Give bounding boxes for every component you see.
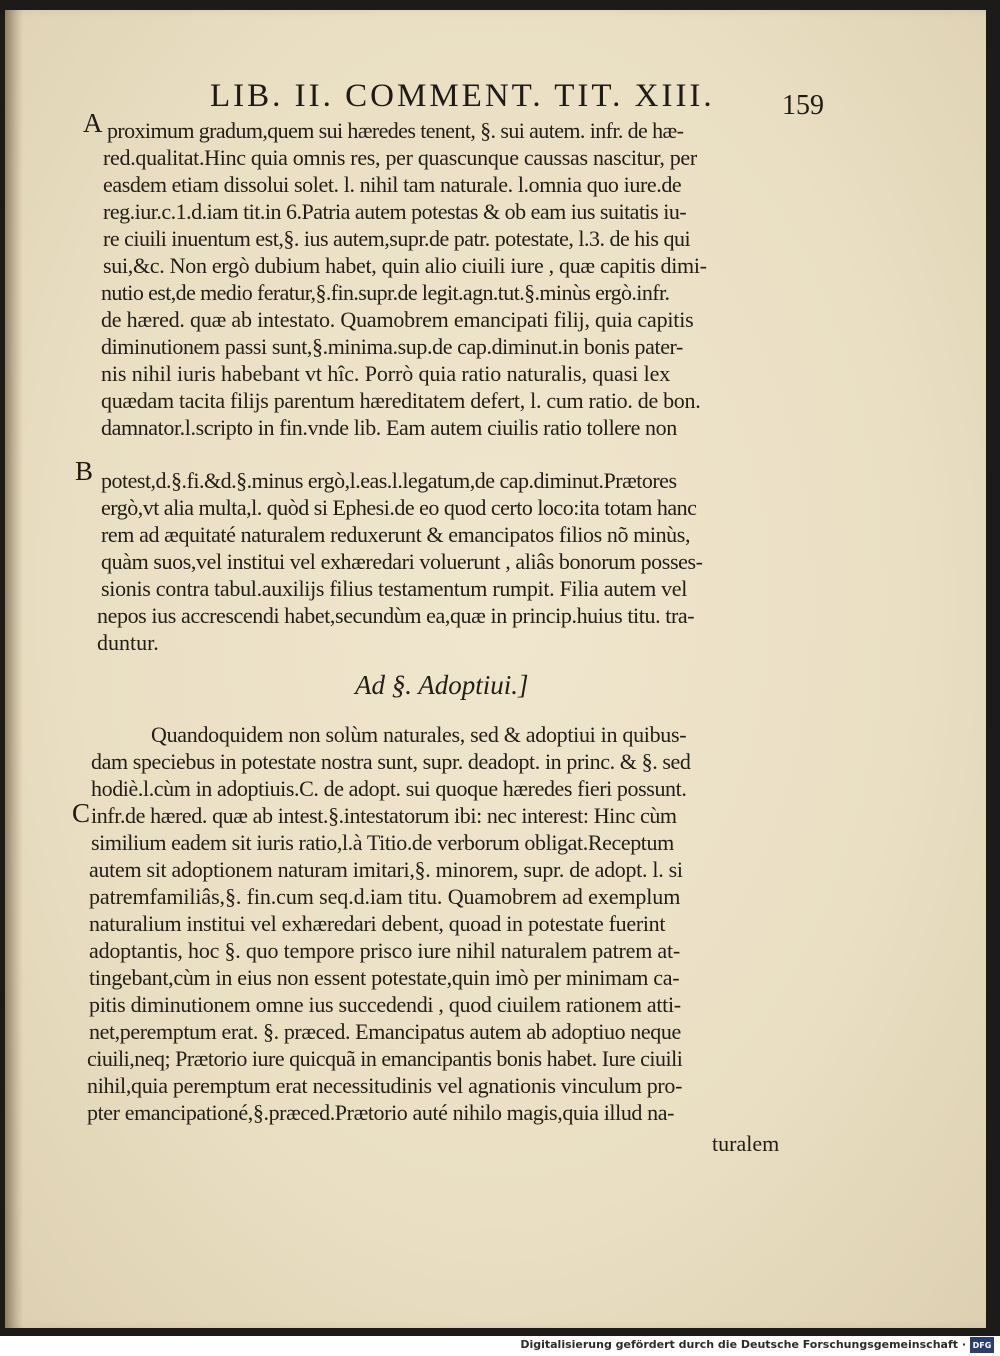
text-line: ergò,vt alia multa,l. quòd si Ephesi.de eo quod certo loco:ita totam hanc bbox=[101, 495, 697, 520]
text-line: de hæred. quæ ab intestato. Quamobrem emancipati filij, quia capitis bbox=[101, 307, 694, 332]
text-line: sionis contra tabul.auxilijs filius testamentum rumpit. Filia autem vel bbox=[101, 576, 688, 601]
footer-bar bbox=[0, 1336, 1000, 1356]
text-line: hodiè.l.cùm in adoptiuis.C. de adopt. sui quoque hæredes fieri possunt. bbox=[91, 776, 687, 801]
margin-letter-c: C bbox=[72, 798, 91, 828]
text-line: ciuili,neq; Prætorio iure quicquã in emancipantis bonis habet. Iure ciuili bbox=[87, 1046, 683, 1071]
text-line: net,peremptum erat. §. præced. Emancipatus autem ab adoptiuo neque bbox=[89, 1019, 681, 1044]
section-heading: Ad §. Adoptiui.] bbox=[355, 670, 529, 700]
text-line: duntur. bbox=[97, 630, 159, 655]
text-line: red.qualitat.Hinc quia omnis res, per quascunque caussas nascitur, per bbox=[103, 145, 697, 170]
text-line: dam speciebus in potestate nostra sunt, supr. deadopt. in princ. & §. sed bbox=[91, 749, 691, 774]
text-line: naturalium institui vel exhæredari debent, quoad in potestate fuerint bbox=[89, 911, 666, 936]
text-line: reg.iur.c.1.d.iam tit.in 6.Patria autem potestas & ob eam ius suitatis iu- bbox=[103, 199, 687, 224]
running-head: LIB. II. COMMENT. TIT. XIII. bbox=[210, 78, 715, 114]
text-line: nihil,quia peremptum erat necessitudinis vel agnationis vinculum pro- bbox=[87, 1073, 683, 1098]
text-line: re ciuili inuentum est,§. ius autem,supr.de patr. potestate, l.3. de his qui bbox=[103, 226, 691, 251]
text-line: patremfamiliâs,§. fin.cum seq.d.iam titu. Quamobrem ad exemplum bbox=[89, 884, 681, 909]
text-line: diminutionem passi sunt,§.minima.sup.de cap.diminut.in bonis pater- bbox=[101, 334, 683, 359]
catchword: turalem bbox=[712, 1131, 780, 1156]
folio-number: 159 bbox=[782, 90, 824, 121]
gutter-shadow bbox=[5, 10, 23, 1328]
text-line: easdem etiam dissolui solet. l. nihil tam naturale. l.omnia quo iure.de bbox=[103, 172, 682, 197]
text-line: autem sit adoptionem naturam imitari,§. minorem, supr. de adopt. l. si bbox=[89, 857, 683, 882]
text-line: nepos ius accrescendi habet,secundùm ea,quæ in princip.huius titu. tra- bbox=[97, 603, 695, 628]
funding-credit: Digitalisierung gefördert durch die Deutsche Forschungsgemeinschaft · bbox=[520, 1338, 966, 1351]
dfg-logo: DFG bbox=[970, 1337, 994, 1353]
text-line: damnator.l.scripto in fin.vnde lib. Eam autem ciuilis ratio tollere non bbox=[101, 415, 677, 440]
text-line: Quandoquidem non solùm naturales, sed & adoptiui in quibus- bbox=[151, 722, 687, 747]
text-line: infr.de hæred. quæ ab intest.§.intestatorum ibi: nec interest: Hinc cùm bbox=[91, 803, 677, 828]
text-line: tingebant,cùm in eius non essent potestate,quin imò per minimam ca- bbox=[89, 965, 680, 990]
text-line: similium eadem sit iuris ratio,l.à Titio.de verborum obligat.Receptum bbox=[91, 830, 674, 855]
text-line: adoptantis, hoc §. quo tempore prisco iure nihil naturalem patrem at- bbox=[89, 938, 681, 963]
margin-letter-a: A bbox=[83, 108, 103, 138]
text-line: quàm suos,vel institui vel exhæredari voluerunt , aliâs bonorum posses- bbox=[101, 549, 703, 574]
text-line: quædam tacita filijs parentum hæreditatem defert, l. cum ratio. de bon. bbox=[101, 388, 701, 413]
text-line: potest,d.§.fi.&d.§.minus ergò,l.eas.l.legatum,de cap.diminut.Prætores bbox=[101, 468, 677, 493]
text-line: nutio est,de medio feratur,§.fin.supr.de legit.agn.tut.§.minùs ergò.infr. bbox=[101, 280, 670, 305]
text-line: pitis diminutionem omne ius succedendi , quod ciuilem rationem atti- bbox=[89, 992, 681, 1017]
text-line: proximum gradum,quem sui hæredes tenent, §. sui autem. infr. de hæ- bbox=[107, 118, 684, 143]
margin-letter-b: B bbox=[75, 456, 94, 486]
text-line: rem ad æquitaté naturalem reduxerunt & emancipatos filios nõ minùs, bbox=[101, 522, 691, 547]
text-line: pter emancipationé,§.præced.Prætorio auté nihilo magis,quia illud na- bbox=[87, 1100, 675, 1125]
text-line: sui,&c. Non ergò dubium habet, quin alio ciuili iure , quæ capitis dimi- bbox=[103, 253, 707, 278]
text-line: nis nihil iuris habebant vt hîc. Porrò quia ratio naturalis, quasi lex bbox=[101, 361, 671, 386]
